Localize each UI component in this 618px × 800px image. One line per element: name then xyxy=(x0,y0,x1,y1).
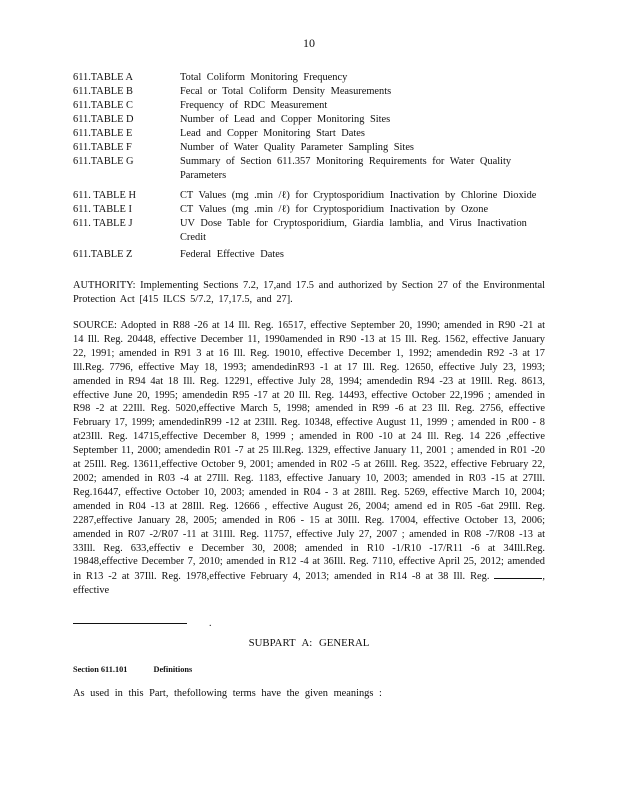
table-id: 611.TABLE F xyxy=(73,142,132,153)
date-blank xyxy=(494,569,542,579)
page-number: 10 xyxy=(303,36,315,50)
divider-line xyxy=(73,623,187,624)
table-id: 611. TABLE I xyxy=(73,204,132,215)
table-list-item xyxy=(73,141,553,155)
table-id: 611.TABLE G xyxy=(73,156,134,167)
table-id: 611. TABLE H xyxy=(73,190,136,201)
table-id: 611.TABLE C xyxy=(73,100,133,111)
table-description: Lead and Copper Monitoring Start Dates xyxy=(180,128,365,139)
table-id: 611. TABLE J xyxy=(73,218,133,229)
table-id: 611.TABLE Z xyxy=(73,249,133,260)
authority-note: AUTHORITY: Implementing Sections 7.2, 17,and 17.5 and authorized by Section 27 of the Environmental Protection Act [415 ILCS 5/7.2, 17,17.5, and 27]. xyxy=(73,280,545,305)
section-heading xyxy=(73,665,216,674)
table-description: Frequency of RDC Measurement xyxy=(180,100,328,111)
table-id: 611.TABLE E xyxy=(73,128,133,139)
section-number: Section 611.101 xyxy=(73,665,128,674)
table-id: 611.TABLE B xyxy=(73,86,133,97)
table-description: CT Values (mg .min /ℓ) for Cryptosporidium Inactivation by Ozone xyxy=(180,204,489,215)
source-text: SOURCE: Adopted in R88 -26 at 14 Ill. Reg. 16517, effective September 20, 1990; amended in R90 -21 at 14 Ill. Reg. 20448, effective December 11, 1990amended in R90 -13 at 15 Ill. Reg. 1562, effective January 22, 1991; amended in R91 3 at 16 Ill. Reg. 19010, effective December 1, 1992; amendedin R92 -3 at 17 Ill.Reg. 7796, effective May 18, 1993; amendedinR93 -1 at 17 Ill. Reg. 12650, effective July 23, 1993; amended in R94 4at 18 Ill. Reg. 12291, effective July 28, 1994; amendedin R94 -23 at 19Ill. Reg. 8613, effective June 20, 1995; amendedin R95 -17 at 20 Ill. Reg. 14493, effective October 22,1996 ; amended in R98 -2 at 22Ill. Reg. 5020,effective March 5, 1998; amended in R99 -6 at 23 Ill. Reg. 2756, effective February 17, 1999; amendedinR99 -12 at 23Ill. Reg. 10348, effective August 11, 1999 ; amended in R00 - 8 at23Ill. Reg. 14715,effective December 8, 1999 ; amended in R00 -10 at 24 Ill. Reg. 14 226 ,effective September 11, 2000; amendedin R01 -7 at 25 Ill.Reg. 1329, effective January 11, 2001 ; amended in R01 -20 at 25Ill. Reg. 13611,effective October 9, 2001; amended in R02 -5 at 26Ill. Reg. 3522, effective February 22, 2002; amended in R03 -4 at 27Ill. Reg. 1183, effective January 10, 2003; amended in R03 -15 at 27Ill. Reg.16447, effective October 10, 2003; amended in R04 - 3 at 28Ill. Reg. 5269, effective March 10, 2004; amended in R04 -13 at 28Ill. Reg. 12666 , effective August 26, 2004; amend ed in R05 -6at 29Ill. Reg. 2287,effective January 28, 2005; amended in R06 - 15 at 30Ill. Reg. 17004, effective October 13, 2006; amended in R07 -2/R07 -11 at 31Ill. Reg. 11757, effective July 27, 2007 ; amended in R08 -7/R08 -13 at 33Ill. Reg. 633,effectiv e December 30, 2008; amended in R10 -1/R10 -17/R11 -6 at 34Ill.Reg. 19848,effective December 7, 2010; amended in R12 -4 at 36Ill. Reg. 7110, effective April 25, 2012; amended in R13 -2 at 37Ill. Reg. 1978,effective February 4, 2013; amended in R14 -8 at 38 Ill. Reg. xyxy=(73,320,545,583)
table-list-item xyxy=(73,127,553,141)
section-title: Definitions xyxy=(153,665,193,674)
table-list-item xyxy=(73,85,553,99)
table-description: Number of Lead and Copper Monitoring Sites xyxy=(180,114,391,125)
table-list-item xyxy=(73,71,553,85)
table-list-item xyxy=(73,99,553,113)
table-list-item xyxy=(73,113,553,127)
footer-mark: . xyxy=(209,618,212,629)
table-description: Total Coliform Monitoring Frequency xyxy=(180,72,348,83)
table-list-item xyxy=(73,248,553,262)
source-note xyxy=(73,319,545,598)
table-list-item xyxy=(73,203,553,217)
table-description: Fecal or Total Coliform Density Measurements xyxy=(180,86,392,97)
table-description: CT Values (mg .min /ℓ) for Cryptosporidium Inactivation by Chlorine Dioxide xyxy=(180,190,537,201)
source-tail: effective xyxy=(73,585,110,597)
table-list-item xyxy=(73,217,553,245)
table-list xyxy=(73,71,553,262)
table-description: Federal Effective Dates xyxy=(180,249,284,260)
source-separator: , xyxy=(542,571,545,583)
intro-text: As used in this Part, thefollowing terms have the given meanings : xyxy=(73,688,382,699)
subpart-heading: SUBPART A: GENERAL xyxy=(248,637,370,649)
table-description: Number of Water Quality Parameter Sampling Sites xyxy=(180,142,414,153)
table-list-item xyxy=(73,189,553,203)
table-list-item xyxy=(73,155,553,183)
table-description: Summary of Section 611.357 Monitoring Requirements for Water Quality Parameters xyxy=(180,156,512,181)
table-description: UV Dose Table for Cryptosporidium, Giardia lamblia, and Virus Inactivation Credit xyxy=(180,218,527,243)
table-id: 611.TABLE D xyxy=(73,114,134,125)
table-id: 611.TABLE A xyxy=(73,72,133,83)
